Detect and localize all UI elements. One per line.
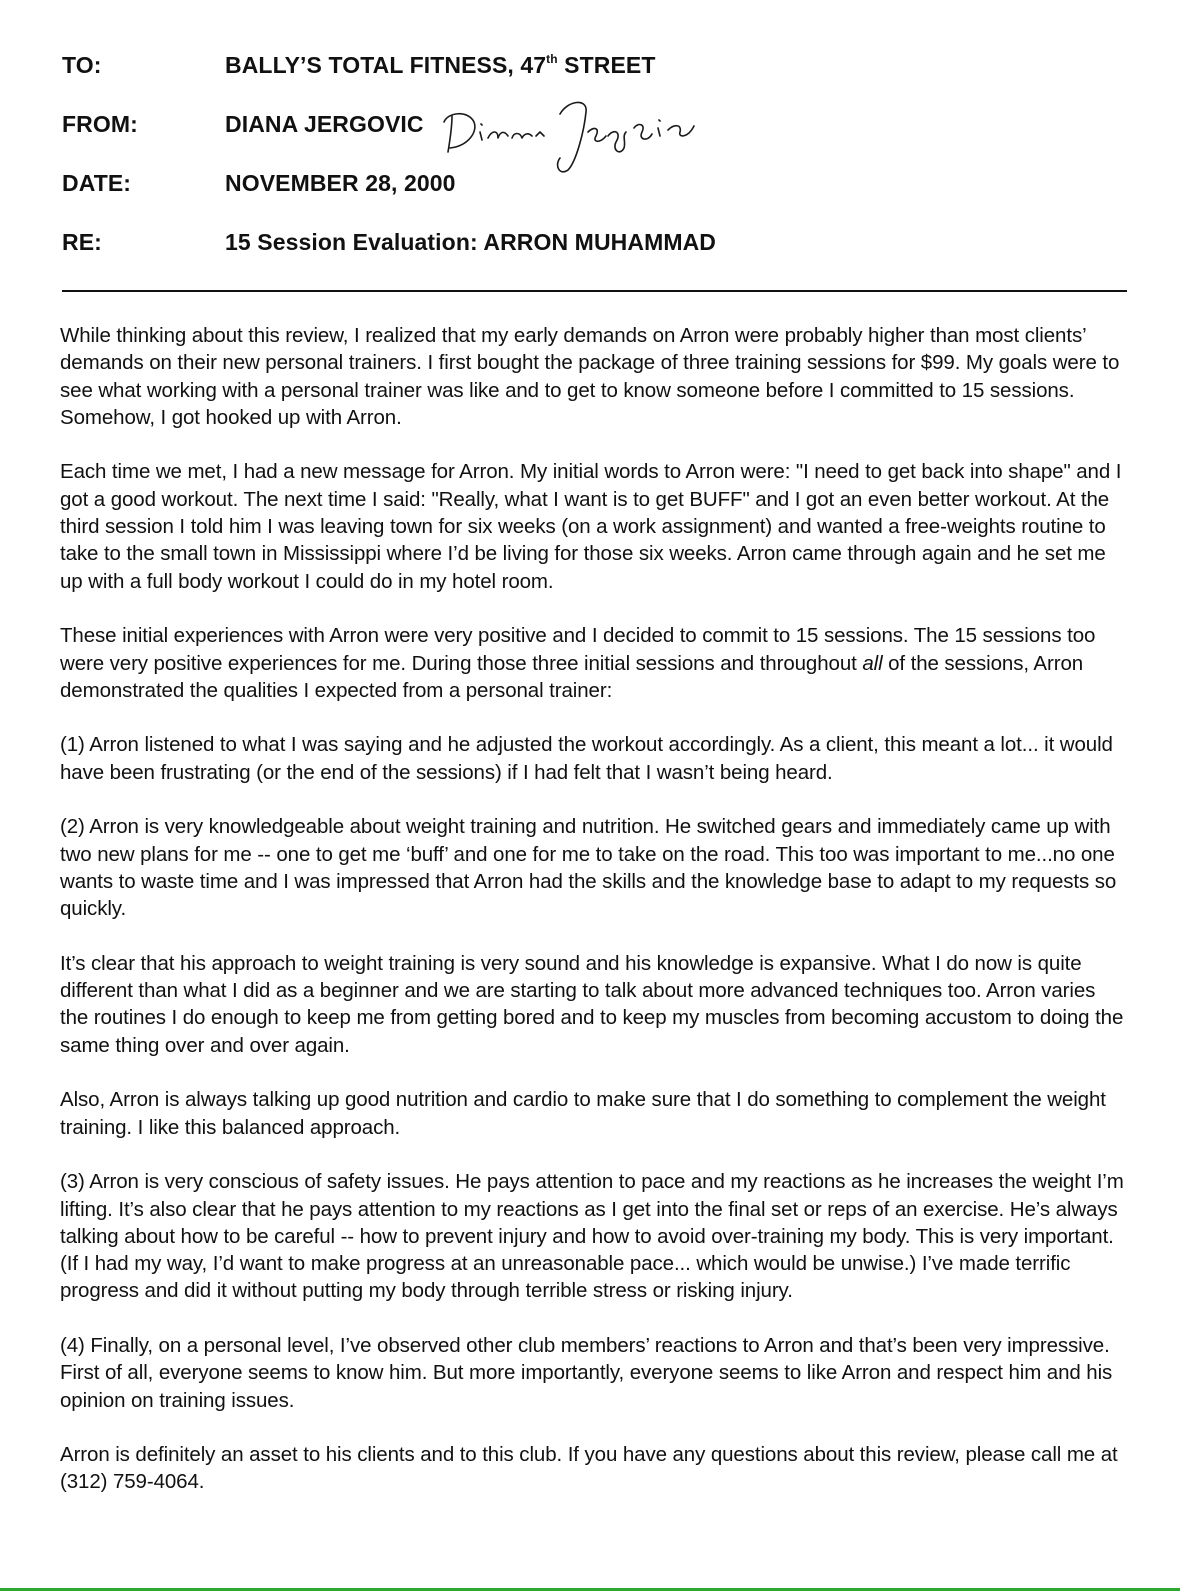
handwritten-signature [438,92,718,182]
paragraph-9: (4) Finally, on a personal level, I’ve observed other club members’ reactions to Arron and that’s been very impressive. First of all, everyone seems to know him. But more importantly, everyone seems to like Arron and respect him and his opinion on training issues. [60,1333,1113,1412]
paragraph-3-end: of the sessions, Arron demonstrated the qualities I expected from a personal trainer: [60,651,1084,702]
paragraph-3-emphasis: all [862,651,883,675]
from-label: FROM: [62,111,138,137]
to-value-main: BALLY’S TOTAL FITNESS, 47 [225,52,547,78]
paragraph-3 [60,622,1128,704]
paragraph-2: Each time we met, I had a new message for Arron. My initial words to Arron were: "I need to get back into shape" and I got a good workout. The next time I said: "Really, what I want is to get BUFF" and I got an even better workout. At the third session I told him I was leaving town for six weeks (on a work assignment) and wanted a free-weights routine to take to the small town in Mississippi where I’d be living for those six weeks. Arron came through again and he set me up with a full body workout I could do in my hotel room. [60,460,1122,593]
re-label: RE: [62,229,102,255]
from-value: DIANA JERGOVIC [225,111,424,137]
date-label: DATE: [62,170,132,196]
paragraph-5: (2) Arron is very knowledgeable about weight training and nutrition. He switched gears and immediately came up with two new plans for me -- one to get me ‘buff’ and one for me to take on the road. This too was important to me...no one wants to waste time and I was impressed that Arron had the skills and the knowledge base to adapt to my requests so quickly. [60,815,1117,921]
paragraph-10: Arron is definitely an asset to his clients and to this club. If you have any questions about this review, please call me at (312) 759-4064. [60,1443,1118,1494]
re-value: 15 Session Evaluation: ARRON MUHAMMAD [225,229,717,255]
to-label: TO: [62,52,102,78]
paragraph-7: Also, Arron is always talking up good nutrition and cardio to make sure that I do something to complement the weight training. I like this balanced approach. [60,1088,1106,1139]
paragraph-3-start: These initial experiences with Arron were very positive and I decided to commit to 15 sessions. The 15 sessions too were very positive experiences for me. During those three initial sessions and throughout [60,624,1096,675]
paragraph-4: (1) Arron listened to what I was saying and he adjusted the workout accordingly. As a client, this meant a lot... it would have been frustrating (or the end of the sessions) if I had felt that I wasn’t being heard. [60,733,1113,784]
date-value: NOVEMBER 28, 2000 [225,170,456,196]
to-value [225,52,656,79]
paragraph-1: While thinking about this review, I realized that my early demands on Arron were probably higher than most clients’ demands on their new personal trainers. I first bought the package of three training sessions for $99. My goals were to see what working with a personal trainer was like and to get to know someone before I committed to 15 sessions. Somehow, I got hooked up with Arron. [60,324,1120,429]
paragraph-8: (3) Arron is very conscious of safety issues. He pays attention to pace and my reactions as he increases the weight I’m lifting. It’s also clear that he pays attention to my reactions as I get into the final set or reps of an exercise. He’s always talking about how to be careful -- how to prevent injury and how to avoid over-training my body. This is very important. (If I had my way, I’d want to make progress at an unreasonable pace... which would be unwise.) I’ve made terrific progress and did it without putting my body through terrible stress or risking injury. [60,1170,1124,1303]
to-value-sup: th [546,52,558,66]
header-divider [62,290,1127,292]
paragraph-6: It’s clear that his approach to weight training is very sound and his knowledge is expansive. What I do now is quite different than what I did as a beginner and we are starting to talk about more advanced techniques too. Arron varies the routines I do enough to keep me from getting bored and to keep my muscles from becoming accustom to doing the same thing over and over again. [60,951,1124,1057]
memo-body [60,322,1128,1523]
to-value-tail: STREET [557,52,656,78]
